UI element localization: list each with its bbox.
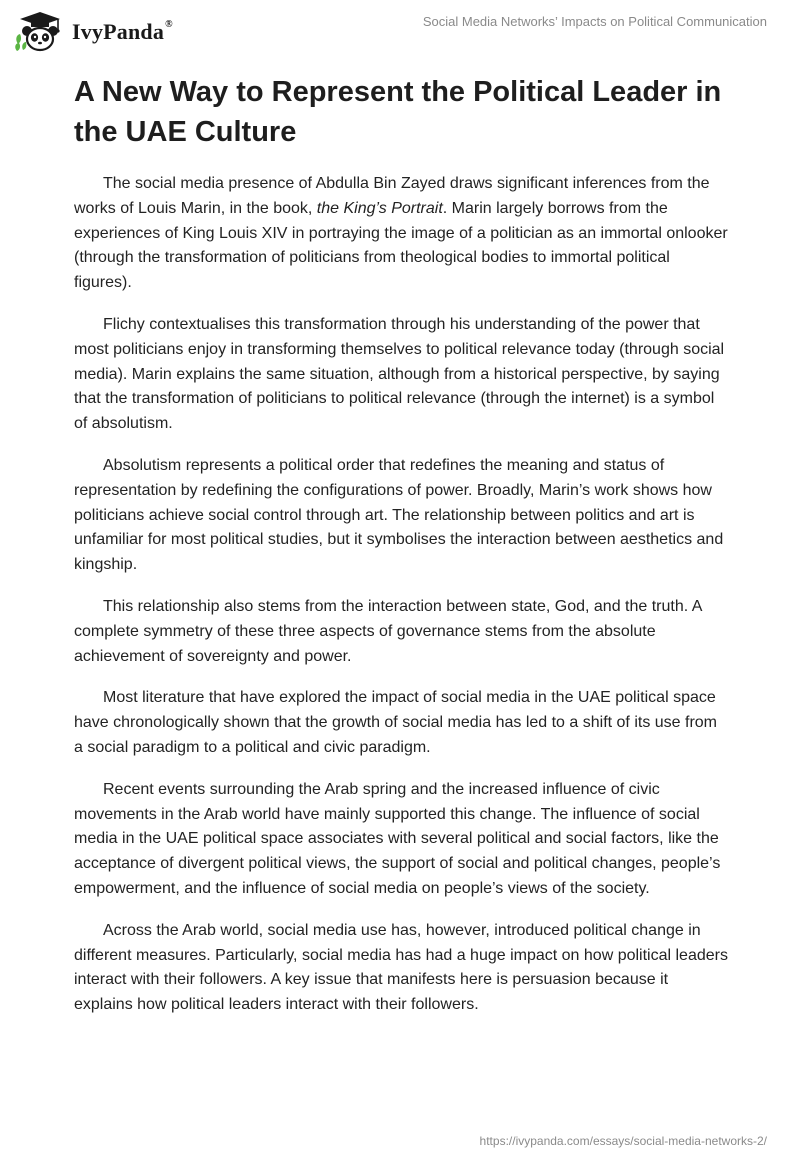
paragraph: This relationship also stems from the interaction between state, God, and the truth. A complete symmetry of these three aspects of governance stems from the absolute achievement of sovereignty and power. — [74, 597, 702, 665]
logo-wordmark: IvyPanda® — [72, 18, 173, 44]
page-header — [0, 0, 800, 60]
paragraph: Most literature that have explored the impact of social media in the UAE political space have chronologically shown that the growth of social media has led to a shift of its use from a social paradigm to a political and civic paradigm. — [74, 689, 718, 756]
article-body — [74, 172, 730, 1035]
registered-mark: ® — [165, 18, 173, 30]
paragraph: The social media presence of Abdulla Bin Zayed draws significant inferences from the works of Louis Marin, in the book, the King’s Portrait. Marin largely borrows from the experiences of King Louis XIV in portraying the image of a politician as an immortal onlooker (through the transformation of politicians from theological bodies to immortal political figures). — [74, 175, 728, 292]
site-logo[interactable] — [14, 10, 173, 54]
paragraph: Flichy contextualises this transformation through his understanding of the power that most politicians enjoy in transforming themselves to political relevance today (through social media). Marin explains the same situation, although from a historical perspective, by saying that the transformation of politicians to political relevance (through the internet) is a symbol of absolutism. — [74, 315, 725, 433]
document-header-title: Social Media Networks’ Impacts on Political Communication — [422, 14, 767, 29]
source-url[interactable]: https://ivypanda.com/essays/social-media-networks-2/ — [479, 1134, 767, 1148]
book-title: the King’s Portrait — [316, 199, 443, 217]
paragraph: Across the Arab world, social media use has, however, introduced political change in different measures. Particularly, social media has had a huge impact on how political leaders interact with their followers. A key issue that manifests here is persuasion because it explains how political leaders interact with their followers. — [74, 921, 728, 1014]
paragraph: Recent events surrounding the Arab spring and the increased influence of civic movements in the Arab world have mainly supported this change. The influence of social media in the UAE political space associates with several political and social factors, like the acceptance of divergent political views, the support of social and political changes, people’s empowerment, and the influence of social media on people’s views of the society. — [74, 780, 721, 897]
panda-graduate-icon — [14, 10, 66, 54]
article-title: A New Way to Represent the Political Leader in the UAE Culture — [74, 76, 722, 148]
paragraph: Absolutism represents a political order that redefines the meaning and status of representation by redefining the configurations of power. Broadly, Marin’s work shows how politicians achieve social control through art. The relationship between politics and art is unfamiliar for most political studies, but it symbolises the interaction between aesthetics and kingship. — [74, 456, 724, 574]
